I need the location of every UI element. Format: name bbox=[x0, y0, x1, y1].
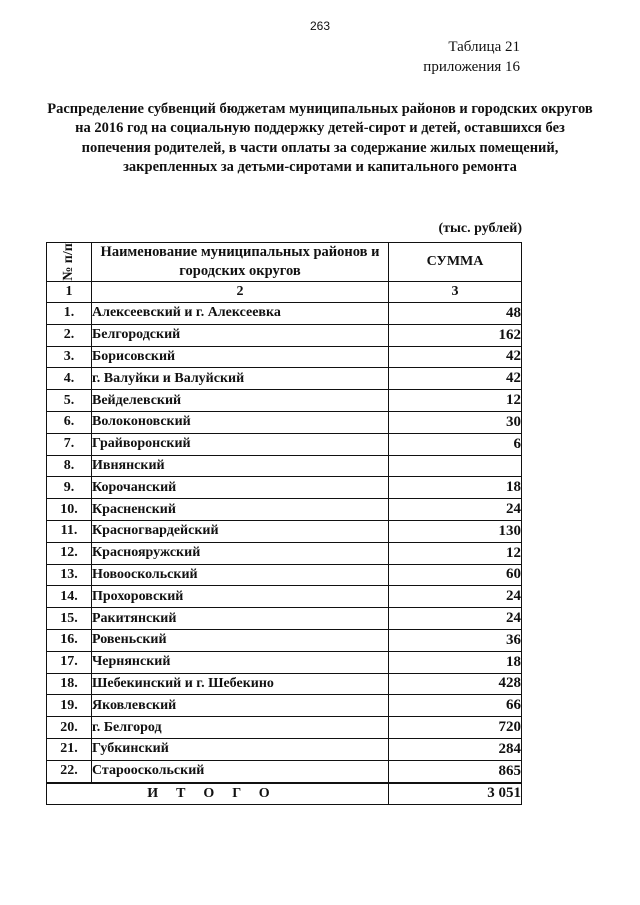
table-row bbox=[47, 673, 522, 695]
row-sum: 12 bbox=[389, 390, 522, 412]
column-number: 2 bbox=[92, 282, 389, 303]
row-number: 11. bbox=[47, 520, 92, 542]
row-number: 16. bbox=[47, 629, 92, 651]
column-number-row bbox=[47, 282, 522, 303]
district-name: г. Валуйки и Валуйский bbox=[92, 368, 389, 390]
row-sum: 48 bbox=[389, 303, 522, 325]
table-row bbox=[47, 608, 522, 630]
district-name: Красненский bbox=[92, 499, 389, 521]
table-row bbox=[47, 411, 522, 433]
units-label: (тыс. рублей) bbox=[438, 221, 522, 236]
table-row bbox=[47, 586, 522, 608]
row-sum: 24 bbox=[389, 586, 522, 608]
district-name: Губкинский bbox=[92, 738, 389, 760]
table-row bbox=[47, 520, 522, 542]
row-number: 21. bbox=[47, 738, 92, 760]
district-name: Грайворонский bbox=[92, 433, 389, 455]
row-sum bbox=[389, 455, 522, 477]
row-sum: 18 bbox=[389, 651, 522, 673]
row-number: 7. bbox=[47, 433, 92, 455]
district-name: г. Белгород bbox=[92, 717, 389, 739]
row-sum: 42 bbox=[389, 346, 522, 368]
table-row bbox=[47, 760, 522, 782]
header-number-label: № п/п bbox=[61, 243, 76, 281]
district-name: Вейделевский bbox=[92, 390, 389, 412]
district-name: Ракитянский bbox=[92, 608, 389, 630]
district-name: Корочанский bbox=[92, 477, 389, 499]
row-number: 19. bbox=[47, 695, 92, 717]
row-sum: 12 bbox=[389, 542, 522, 564]
table-header-row bbox=[47, 243, 522, 282]
appendix-reference bbox=[423, 37, 520, 77]
row-sum: 24 bbox=[389, 608, 522, 630]
table-row bbox=[47, 455, 522, 477]
row-number: 6. bbox=[47, 411, 92, 433]
table-row bbox=[47, 433, 522, 455]
district-name: Белгородский bbox=[92, 324, 389, 346]
district-name: Чернянский bbox=[92, 651, 389, 673]
page-number: 263 bbox=[309, 19, 331, 33]
column-number: 3 bbox=[389, 282, 522, 303]
header-number bbox=[47, 243, 92, 282]
table-body bbox=[47, 282, 522, 805]
row-number: 2. bbox=[47, 324, 92, 346]
row-sum: 30 bbox=[389, 411, 522, 433]
table-row bbox=[47, 542, 522, 564]
row-number: 4. bbox=[47, 368, 92, 390]
row-number: 3. bbox=[47, 346, 92, 368]
district-name: Новооскольский bbox=[92, 564, 389, 586]
district-name: Яковлевский bbox=[92, 695, 389, 717]
table-row bbox=[47, 651, 522, 673]
district-name: Алексеевский и г. Алексеевка bbox=[92, 303, 389, 325]
row-number: 12. bbox=[47, 542, 92, 564]
row-number: 22. bbox=[47, 760, 92, 782]
table-row bbox=[47, 717, 522, 739]
row-number: 1. bbox=[47, 303, 92, 325]
district-name: Борисовский bbox=[92, 346, 389, 368]
district-name: Ивнянский bbox=[92, 455, 389, 477]
header-name: Наименование муниципальных районов и городских округов bbox=[92, 243, 389, 282]
district-name: Краснояружский bbox=[92, 542, 389, 564]
row-number: 5. bbox=[47, 390, 92, 412]
table-row bbox=[47, 738, 522, 760]
row-number: 20. bbox=[47, 717, 92, 739]
total-sum: 3 051 bbox=[389, 783, 522, 805]
table-row bbox=[47, 564, 522, 586]
total-label: ИТОГО bbox=[47, 783, 389, 805]
row-number: 17. bbox=[47, 651, 92, 673]
district-name: Шебекинский и г. Шебекино bbox=[92, 673, 389, 695]
row-sum: 428 bbox=[389, 673, 522, 695]
row-sum: 18 bbox=[389, 477, 522, 499]
table-row bbox=[47, 346, 522, 368]
table-row bbox=[47, 695, 522, 717]
column-number: 1 bbox=[47, 282, 92, 303]
row-number: 9. bbox=[47, 477, 92, 499]
appendix-table-label: Таблица 21 bbox=[448, 39, 520, 55]
row-number: 13. bbox=[47, 564, 92, 586]
table-row bbox=[47, 629, 522, 651]
district-name: Волоконовский bbox=[92, 411, 389, 433]
table-row bbox=[47, 499, 522, 521]
district-name: Красногвардейский bbox=[92, 520, 389, 542]
row-sum: 284 bbox=[389, 738, 522, 760]
table-row bbox=[47, 477, 522, 499]
row-sum: 720 bbox=[389, 717, 522, 739]
row-sum: 42 bbox=[389, 368, 522, 390]
table-row bbox=[47, 368, 522, 390]
row-number: 18. bbox=[47, 673, 92, 695]
row-sum: 865 bbox=[389, 760, 522, 782]
row-sum: 24 bbox=[389, 499, 522, 521]
row-number: 8. bbox=[47, 455, 92, 477]
table-row bbox=[47, 390, 522, 412]
row-sum: 66 bbox=[389, 695, 522, 717]
header-sum: СУММА bbox=[389, 243, 522, 282]
table-row bbox=[47, 303, 522, 325]
table-row bbox=[47, 324, 522, 346]
total-row bbox=[47, 783, 522, 805]
row-sum: 36 bbox=[389, 629, 522, 651]
district-name: Старооскольский bbox=[92, 760, 389, 782]
row-sum: 6 bbox=[389, 433, 522, 455]
allocation-table bbox=[46, 242, 522, 805]
row-number: 15. bbox=[47, 608, 92, 630]
district-name: Прохоровский bbox=[92, 586, 389, 608]
appendix-annex-label: приложения 16 bbox=[423, 59, 520, 75]
row-number: 14. bbox=[47, 586, 92, 608]
row-number: 10. bbox=[47, 499, 92, 521]
row-sum: 162 bbox=[389, 324, 522, 346]
row-sum: 130 bbox=[389, 520, 522, 542]
document-title: Распределение субвенций бюджетам муниципальных районов и городских округов на 2016 год на социальную поддержку детей-сирот и детей, оставшихся без попечения родителей, в части оплаты за содержание жилых помещений, закрепленных за детьми-сиротами и капитального ремонта bbox=[47, 101, 593, 176]
district-name: Ровеньский bbox=[92, 629, 389, 651]
row-sum: 60 bbox=[389, 564, 522, 586]
